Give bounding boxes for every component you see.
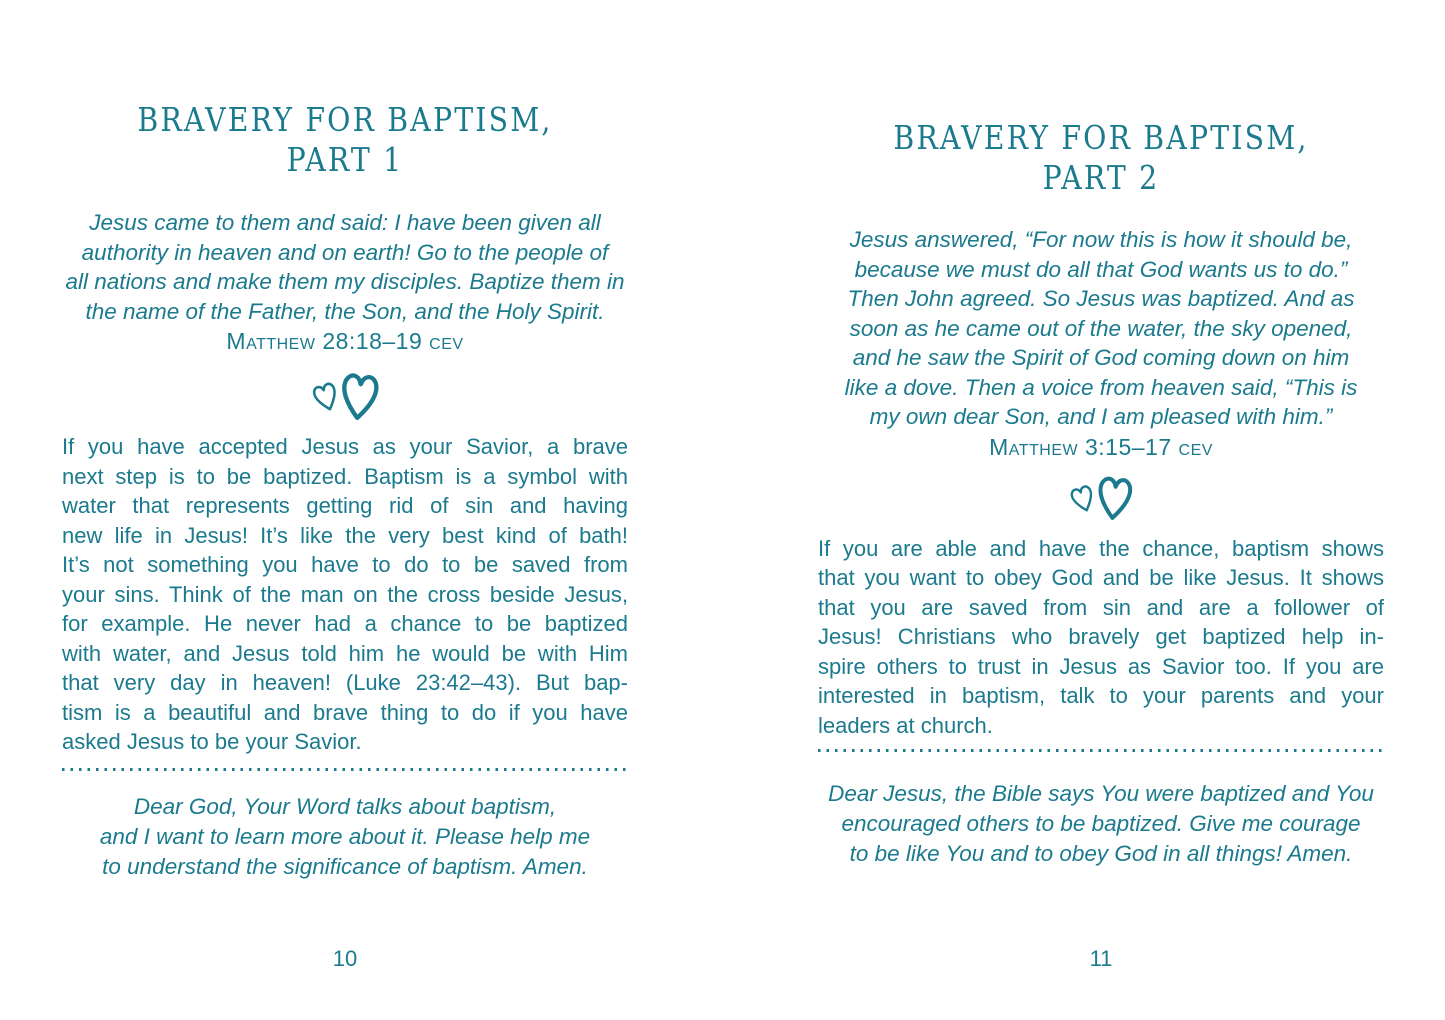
- left-scripture-quote: [62, 208, 628, 326]
- dotted-separator: [818, 749, 1384, 752]
- text-line: your sins. Think of the man on the cross beside Jesus,: [62, 581, 628, 607]
- right-page-number: 11: [1089, 946, 1113, 971]
- left-body-paragraph: [62, 432, 628, 757]
- right-scripture-quote: [818, 225, 1384, 432]
- title-line-2: PART 2: [1042, 158, 1160, 197]
- text-line: with water, and Jesus told him he would be with Him: [62, 640, 628, 666]
- right-page-title: [858, 118, 1345, 198]
- text-line: the name of the Father, the Son, and the Holy Spirit.: [85, 298, 605, 324]
- text-line: asked Jesus to be your Savior.: [62, 729, 362, 754]
- text-line: that you are saved from sin and are a follower of: [818, 594, 1384, 620]
- text-line: because we must do all that God wants us to do.”: [854, 256, 1348, 282]
- text-line: and he saw the Spirit of God coming down on him: [852, 345, 1350, 370]
- text-line: If you are able and have the chance, baptism shows: [818, 535, 1384, 561]
- text-line: Jesus answered, “For now this is how it should be,: [849, 227, 1353, 252]
- text-line: and I want to learn more about it. Please help me: [99, 823, 591, 849]
- text-line: new life in Jesus! It’s like the very best kind of bath!: [62, 522, 628, 548]
- text-line: Jesus! Christians who bravely get baptized help in-: [818, 624, 1384, 649]
- title-line-2: PART 1: [286, 140, 404, 179]
- text-line: for example. He never had a chance to be baptized: [62, 611, 628, 636]
- text-line: my own dear Son, and I am pleased with him.”: [869, 404, 1333, 429]
- text-line: authority in heaven and on earth! Go to the people of: [81, 239, 609, 265]
- left-page-number: 10: [332, 946, 358, 971]
- left-scripture-reference: Matthew 28:18–19 cev: [226, 328, 464, 354]
- left-prayer: [62, 792, 628, 882]
- text-line: Dear Jesus, the Bible says You were baptized and You: [828, 781, 1374, 806]
- left-page: [62, 0, 628, 1020]
- text-line: If you have accepted Jesus as your Savior, a brave: [62, 434, 628, 459]
- text-line: Dear God, Your Word talks about baptism,: [133, 793, 557, 819]
- two-hearts-icon: [1061, 468, 1141, 522]
- title-line-1: BRAVERY FOR BAPTISM,: [137, 100, 553, 139]
- text-line: tism is a beautiful and brave thing to do if you have: [62, 699, 628, 725]
- dotted-separator: [62, 768, 628, 771]
- right-body-paragraph: [818, 534, 1384, 741]
- text-line: that very day in heaven! (Luke 23:42–43). But bap-: [62, 670, 628, 695]
- text-line: to be like You and to obey God in all things! Amen.: [849, 841, 1353, 866]
- text-line: like a dove. Then a voice from heaven said, “This is: [844, 374, 1358, 400]
- text-line: Then John agreed. So Jesus was baptized. And as: [847, 286, 1355, 311]
- text-line: It’s not something you have to do to be saved from: [62, 552, 628, 577]
- text-line: all nations and make them my disciples. Baptize them in: [65, 269, 625, 294]
- left-page-title: [102, 100, 589, 180]
- text-line: next step is to be baptized. Baptism is a symbol with: [62, 463, 628, 489]
- title-line-1: BRAVERY FOR BAPTISM,: [893, 118, 1309, 157]
- text-line: to understand the significance of baptism. Amen.: [102, 853, 588, 879]
- hearts-icon: [818, 468, 1384, 524]
- right-scripture-reference: Matthew 3:15–17 cev: [989, 433, 1213, 460]
- right-page: [818, 0, 1384, 1020]
- text-line: leaders at church.: [818, 712, 993, 738]
- text-line: Jesus came to them and said: I have been given all: [89, 210, 601, 235]
- text-line: water that represents getting rid of sin and having: [62, 493, 628, 518]
- text-line: that you want to obey God and be like Jesus. It shows: [818, 565, 1384, 590]
- text-line: encouraged others to be baptized. Give me courage: [841, 811, 1361, 836]
- text-line: spire others to trust in Jesus as Savior too. If you are: [818, 653, 1384, 679]
- two-hearts-icon: [303, 364, 387, 422]
- text-line: soon as he came out of the water, the sky opened,: [849, 315, 1353, 341]
- text-line: interested in baptism, talk to your parents and your: [818, 683, 1384, 708]
- right-prayer: [818, 779, 1384, 869]
- hearts-icon: [62, 364, 628, 424]
